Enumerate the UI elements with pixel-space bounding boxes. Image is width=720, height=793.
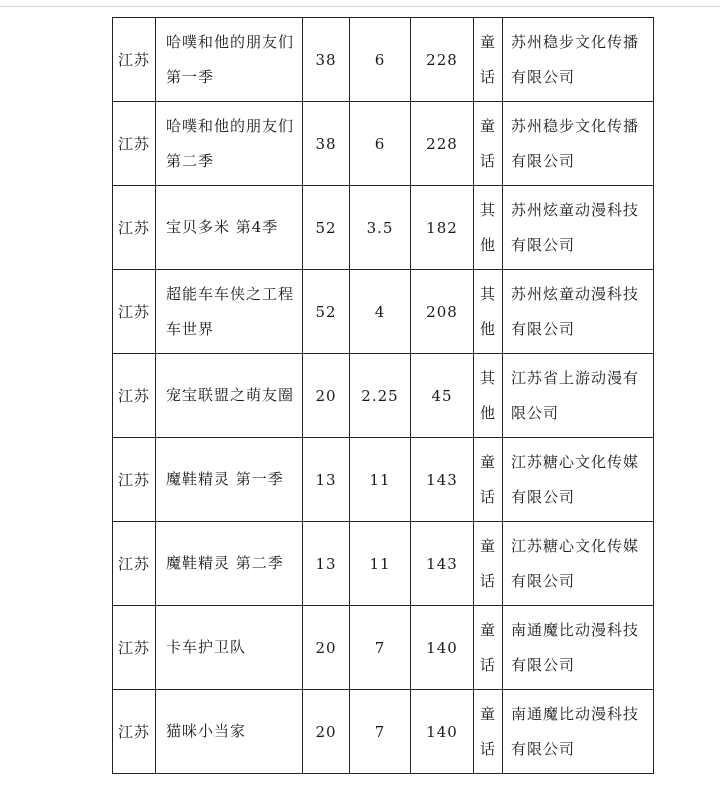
company-text: 江苏糖心文化传媒有限公司: [511, 452, 640, 506]
title-text: 哈噗和他的朋友们 第一季: [166, 32, 295, 86]
type-text: 童话: [480, 704, 497, 758]
cell-episodes: 38: [303, 18, 350, 102]
cell-province: 江苏: [113, 18, 156, 102]
table-row: [113, 690, 654, 774]
type-text: 其他: [480, 284, 497, 338]
cell-episodes: 20: [303, 690, 350, 774]
cell-province: 江苏: [113, 270, 156, 354]
cell-company: [503, 18, 654, 102]
cell-duration: 11: [350, 522, 411, 606]
table-row: [113, 354, 654, 438]
table-row: [113, 522, 654, 606]
cell-type: [474, 270, 503, 354]
type-text: 其他: [480, 368, 497, 422]
table-row: [113, 186, 654, 270]
type-text: 童话: [480, 116, 497, 170]
cell-province: 江苏: [113, 690, 156, 774]
cell-episodes: 13: [303, 438, 350, 522]
cell-province: 江苏: [113, 102, 156, 186]
company-text: 南通魔比动漫科技有限公司: [511, 620, 640, 674]
cell-duration: 7: [350, 690, 411, 774]
table-row: [113, 270, 654, 354]
table-body: [113, 18, 654, 774]
type-text: 童话: [480, 620, 497, 674]
cell-total: 45: [411, 354, 474, 438]
type-text: 其他: [480, 200, 497, 254]
cell-total: 208: [411, 270, 474, 354]
company-text: 苏州稳步文化传播有限公司: [511, 32, 640, 86]
cell-type: [474, 102, 503, 186]
cell-type: [474, 186, 503, 270]
cell-episodes: 20: [303, 354, 350, 438]
cell-title: [156, 354, 303, 438]
title-text: 超能车车侠之工程车世界: [166, 284, 295, 338]
cell-total: 182: [411, 186, 474, 270]
title-text: 宠宝联盟之萌友圈: [166, 386, 295, 404]
cell-company: [503, 690, 654, 774]
cell-province: 江苏: [113, 522, 156, 606]
cell-type: [474, 438, 503, 522]
cell-province: 江苏: [113, 354, 156, 438]
cell-total: 140: [411, 606, 474, 690]
company-text: 苏州炫童动漫科技有限公司: [511, 284, 640, 338]
cell-duration: 11: [350, 438, 411, 522]
cell-company: [503, 522, 654, 606]
cell-title: [156, 690, 303, 774]
cell-total: 228: [411, 102, 474, 186]
cell-company: [503, 606, 654, 690]
cell-company: [503, 354, 654, 438]
cell-duration: 7: [350, 606, 411, 690]
title-text: 魔鞋精灵 第二季: [166, 554, 284, 572]
type-text: 童话: [480, 452, 497, 506]
company-text: 江苏糖心文化传媒有限公司: [511, 536, 640, 590]
cell-province: 江苏: [113, 606, 156, 690]
cell-title: [156, 270, 303, 354]
table-row: [113, 438, 654, 522]
cell-province: 江苏: [113, 186, 156, 270]
cell-total: 140: [411, 690, 474, 774]
title-text: 哈噗和他的朋友们 第二季: [166, 116, 295, 170]
cell-episodes: 13: [303, 522, 350, 606]
cell-title: [156, 102, 303, 186]
table-row: [113, 606, 654, 690]
cell-episodes: 38: [303, 102, 350, 186]
cell-company: [503, 102, 654, 186]
title-text: 卡车护卫队: [166, 638, 247, 656]
company-text: 南通魔比动漫科技有限公司: [511, 704, 640, 758]
cell-duration: 4: [350, 270, 411, 354]
cell-duration: 3.5: [350, 186, 411, 270]
cell-episodes: 52: [303, 186, 350, 270]
cell-company: [503, 270, 654, 354]
cell-episodes: 52: [303, 270, 350, 354]
cell-type: [474, 354, 503, 438]
cell-company: [503, 438, 654, 522]
cell-total: 228: [411, 18, 474, 102]
company-text: 江苏省上游动漫有限公司: [511, 368, 640, 422]
cell-duration: 2.25: [350, 354, 411, 438]
cell-total: 143: [411, 438, 474, 522]
title-text: 魔鞋精灵 第一季: [166, 470, 284, 488]
cell-duration: 6: [350, 102, 411, 186]
cell-title: [156, 18, 303, 102]
type-text: 童话: [480, 536, 497, 590]
cell-province: 江苏: [113, 438, 156, 522]
cell-type: [474, 606, 503, 690]
cell-title: [156, 606, 303, 690]
cell-type: [474, 18, 503, 102]
cell-total: 143: [411, 522, 474, 606]
company-text: 苏州稳步文化传播有限公司: [511, 116, 640, 170]
type-text: 童话: [480, 32, 497, 86]
cell-title: [156, 438, 303, 522]
cell-duration: 6: [350, 18, 411, 102]
cell-company: [503, 186, 654, 270]
table-row: [113, 102, 654, 186]
animation-table: [112, 17, 654, 774]
cell-type: [474, 690, 503, 774]
cell-type: [474, 522, 503, 606]
cell-title: [156, 522, 303, 606]
cell-title: [156, 186, 303, 270]
table-row: [113, 18, 654, 102]
title-text: 宝贝多米 第4季: [166, 218, 279, 236]
company-text: 苏州炫童动漫科技有限公司: [511, 200, 640, 254]
title-text: 猫咪小当家: [166, 722, 247, 740]
page-top-rule: [0, 6, 720, 7]
cell-episodes: 20: [303, 606, 350, 690]
